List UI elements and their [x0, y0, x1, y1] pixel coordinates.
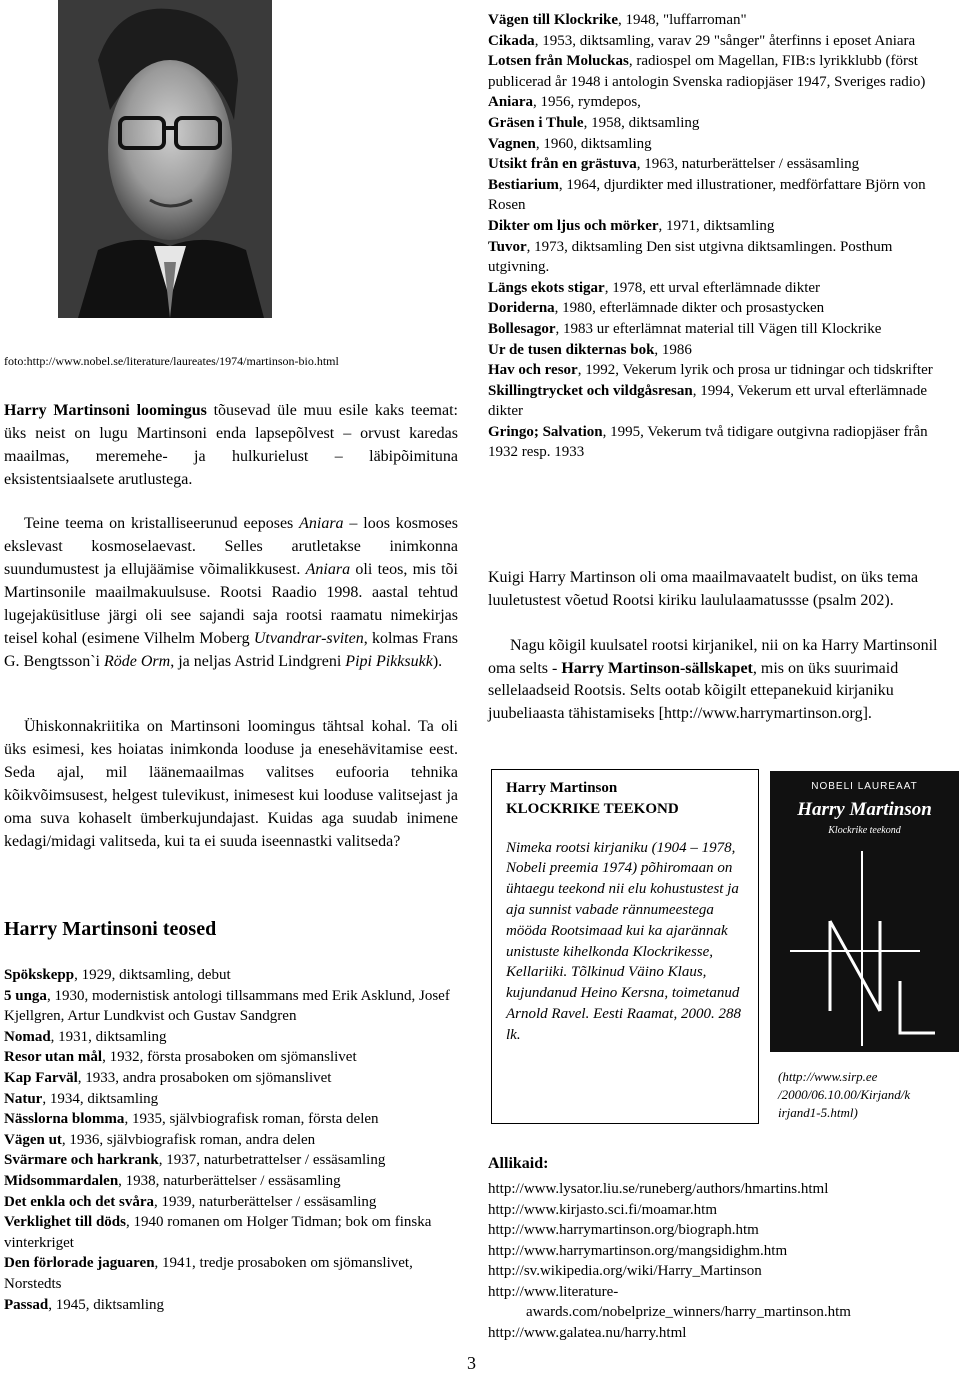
work-entry: [4, 1295, 458, 1316]
source-link[interactable]: http://www.kirjasto.sci.fi/moamar.htm: [488, 1201, 717, 1218]
work-entry: [488, 422, 950, 463]
work-entry: [4, 1109, 458, 1130]
cover-author: Harry Martinson: [797, 799, 932, 820]
work-entry: [488, 278, 950, 299]
intro-paragraph-1: Harry Martinsoni loomingus tõusevad üle muu esile kaks teemat: üks neist on lugu Martinsoni enda lapsepõlvest – orvust karedas maailmas, meremehe- ja hulkurielust – läbipõimituna eksistentsiaalsete arutlustega.: [4, 402, 458, 488]
work-entry: [4, 1171, 458, 1192]
work-entry: [4, 1150, 458, 1171]
work-title: Det enkla och det svåra: [4, 1193, 154, 1210]
work-title: Vagnen: [488, 135, 536, 152]
page-number: 3: [467, 1353, 476, 1373]
work-title: Gräsen i Thule: [488, 114, 584, 131]
work-details: , 1983 ur efterlämnat material till Vägen till Klockrike: [555, 320, 882, 337]
source-link[interactable]: http://www.harrymartinson.org/biograph.htm: [488, 1222, 759, 1238]
work-entry: [488, 298, 950, 319]
work-title: Nomad: [4, 1028, 51, 1045]
work-title: Nässlorna blomma: [4, 1111, 125, 1128]
work-title: Den förlorade jaguaren: [4, 1255, 155, 1272]
work-details: , 1980, efterlämnade dikter och prosastycken: [554, 300, 825, 317]
works-heading: Harry Martinsoni teosed: [4, 918, 217, 940]
work-entry: [488, 113, 950, 134]
work-details: , 1937, naturbetrattelser / essäsamling: [158, 1152, 386, 1169]
intro-paragraph-3: Ühiskonnakriitika on Martinsoni loomingus tähtsal kohal. Ta oli üks esimesi, kes hoiatas inimkonda looduse ja enesehävitamise eest. Seda ajal, mil läänemaailmas valitses eufooria tehnika kõikvõimsusest, helgest tulevikust, inimesest kui looduse valitsejast ja oma suva kohaselt ümberkujundajast. Kuidas aga suudab inimene kedagi/midagi valitseda, kui ta ei suuda iseennastki valitseda?: [4, 718, 458, 850]
work-title: Skillingtrycket och vildgåsresan: [488, 382, 693, 399]
work-title: Bollesagor: [488, 320, 556, 337]
work-entry: [4, 1089, 458, 1110]
work-entry: [4, 1212, 458, 1253]
work-title: Resor utan mål: [4, 1049, 103, 1066]
work-details: , 1973, diktsamling Den sist utgivna diktsamlingen. Posthum utgivning.: [488, 238, 893, 276]
work-entry: [488, 51, 950, 92]
book-title: KLOCKRIKE TEEKOND: [506, 800, 679, 817]
work-title: 5 unga: [4, 987, 47, 1004]
work-details: , 1934, diktsamling: [42, 1090, 159, 1107]
work-details: , 1960, diktsamling: [535, 135, 652, 152]
work-details: , 1932, första prosaboken om sjömanslivet: [102, 1049, 357, 1066]
works-list-right: [488, 10, 950, 463]
right-paragraph-1: Kuigi Harry Martinson oli oma maailmavaatelt budist, on üks tema luuletustest võetud Rootsi kiriku laululaamatussse (psalm 202).: [488, 569, 919, 609]
sources-heading: Allikaid:: [488, 1155, 549, 1172]
cover-series: NOBELI LAUREAAT: [811, 781, 918, 792]
work-entry: [488, 319, 950, 340]
work-details: , 1930, modernistisk antologi tillsammans med Erik Asklund, Josef Kjellgren, Artur Lundkvist och Gustav Sandgren: [4, 987, 450, 1025]
work-entry: [488, 31, 950, 52]
source-link[interactable]: http://www.galatea.nu/harry.html: [488, 1324, 687, 1341]
work-title: Spökskepp: [4, 967, 75, 983]
work-entry: [488, 154, 950, 175]
work-title: Längs ekots stigar: [488, 279, 605, 296]
work-entry: [4, 1068, 458, 1089]
work-title: Kap Farväl: [4, 1069, 78, 1086]
work-title: Doriderna: [488, 300, 555, 317]
work-title: Verklighet till döds: [4, 1214, 126, 1231]
intro-bold-lead: Harry Martinsoni loomingus: [4, 402, 207, 419]
work-entry: [488, 216, 950, 237]
portrait-drawing: [58, 0, 272, 318]
work-title: Vägen ut: [4, 1131, 62, 1148]
work-entry: [4, 1130, 458, 1151]
work-details: , 1940 romanen om Holger Tidman; bok om finska vinterkriget: [4, 1214, 432, 1251]
work-entry: [488, 360, 950, 381]
book-cover-image: [770, 771, 959, 1052]
source-link[interactable]: awards.com/nobelprize_winners/harry_martinson.htm: [526, 1304, 851, 1320]
work-title: Hav och resor: [488, 362, 578, 379]
work-details: , 1971, diktsamling: [658, 217, 775, 234]
work-entry: [488, 10, 950, 31]
work-details: , 1945, diktsamling: [48, 1296, 165, 1313]
work-details: , 1933, andra prosaboken om sjömanslivet: [77, 1069, 332, 1086]
work-entry: [488, 237, 950, 278]
work-details: , 1963, naturberättelser / essäsamling: [636, 156, 860, 173]
works-list-left: [4, 965, 458, 1315]
work-title: Utsikt från en grästuva: [488, 156, 637, 173]
work-details: , 1938, naturberättelser / essäsamling: [118, 1172, 341, 1189]
source-link[interactable]: http://www.harrymartinson.org/mangsidighm.htm: [488, 1242, 788, 1259]
work-entry: [488, 134, 950, 155]
work-title: Dikter om ljus och mörker: [488, 217, 659, 234]
work-details: , 1994, Vekerum ett urval efterlämnade dikter: [488, 382, 927, 420]
sources-list: [488, 1179, 948, 1343]
work-title: Natur: [4, 1090, 43, 1107]
work-title: Cikada: [488, 32, 535, 49]
society-name: Harry Martinson-sällskapet: [561, 659, 753, 677]
source-link[interactable]: http://www.literature-: [488, 1283, 619, 1300]
work-details: , radiospel om Magellan, FIB:s lyrikklubb (först publicerad år 1948 i antologin Svenska radiopjäser 1947, Sveriges radio): [488, 53, 926, 90]
work-entry: [4, 965, 458, 986]
work-details: , 1978, ett urval efterlämnade dikter: [604, 279, 821, 296]
work-entry: [488, 340, 950, 361]
work-title: Vägen till Klockrike: [488, 12, 618, 28]
work-title: Passad: [4, 1296, 49, 1313]
cover-caption: (http://www.sirp.ee /2000/06.10.00/Kirjand/k irjand1-5.html): [778, 1069, 911, 1120]
source-link[interactable]: http://www.lysator.liu.se/runeberg/authors/hmartins.html: [488, 1181, 829, 1197]
work-entry: [4, 1027, 458, 1048]
work-details: , 1948, "luffarroman": [618, 12, 747, 28]
work-details: , 1941, tredje prosaboken om sjömanslivet, Norstedts: [4, 1255, 413, 1292]
work-title: Tuvor: [488, 238, 527, 255]
work-details: , 1964, djurdikter med illustrationer, medförfattare Björn von Rosen: [488, 176, 926, 214]
work-details: , 1958, diktsamling: [583, 114, 700, 131]
work-title: Svärmare och harkrank: [4, 1152, 159, 1169]
author-portrait: [58, 0, 272, 318]
right-paragraph-2: Nagu kõigil kuulsatel rootsi kirjanikel, nii on ka Harry Martinsonil oma selts - Harry Martinson-sällskapet, mis on üks suurimaid sellelaadseid Rootsis. Selts ootab kõigilt ettepanekuid kirjaniku juubeliaasta tähistamiseks [http://www.harrymartinson.org].: [488, 637, 938, 722]
work-entry: [488, 92, 950, 113]
work-details: , 1931, diktsamling: [50, 1028, 167, 1045]
work-details: , 1995, Vekerum två tidigare outgivna radiopjäser från 1932 resp. 1933: [488, 423, 928, 461]
work-title: Bestiarium: [488, 176, 559, 193]
work-details: , 1929, diktsamling, debut: [74, 967, 231, 983]
work-entry: [4, 986, 458, 1027]
work-details: , 1936, självbiografisk roman, andra delen: [61, 1131, 316, 1148]
work-entry: [4, 1253, 458, 1294]
work-details: , 1935, självbiografisk roman, första delen: [124, 1111, 379, 1128]
work-title: Ur de tusen dikternas bok: [488, 341, 655, 358]
work-details: , 1939, naturberättelser / essäsamling: [154, 1193, 377, 1210]
work-details: , 1992, Vekerum lyrik och prosa ur tidningar och tidskrifter: [577, 362, 933, 379]
cover-subtitle: Klockrike teekond: [828, 825, 901, 836]
book-description: Nimeka rootsi kirjaniku (1904 – 1978, Nobeli preemia 1974) põhiromaan on ühtaegu teekond nii elu kohustustest ja aja sunnist vabade rännumeestega mööda Rootsimaad kui ka ajarännak unistuste kihelkonda Klockrikesse, Kellariiki. Tõlkinud Väino Klaus, kujundanud Heino Kersna, toimetanud Arnold Ravel. Eesti Raamat, 2000. 288 lk.: [506, 839, 741, 1043]
work-title: Lotsen från Moluckas: [488, 53, 629, 70]
source-link[interactable]: http://sv.wikipedia.org/wiki/Harry_Martinson: [488, 1263, 762, 1279]
intro-paragraph-2: Teine teema on kristalliseerunud eeposes Aniara – loos kosmoses ekslevast kosmoselaevast. Selles arutletakse inimkonna suundumustest ja ellujäämise võimalikkusest. Aniara oli teos, mis tõi Martinsonile maailmakuulsuse. Rootsi Raadio 1998. aastal tehtud lugejaküsitluse järgi oli see sajandi saja rootsi raamatu nimekirjas teisel kohal (esimene Vilhelm Moberg Utvandrar-sviten, kolmas Frans G. Bengtsson`i Röde Orm, ja neljas Astrid Lindgreni Pipi Pikksukk).: [4, 515, 458, 670]
work-details: , 1953, diktsamling, varav 29 "sånger" återfinns i eposet Aniara: [534, 32, 916, 49]
book-info-box: [491, 769, 759, 1124]
work-entry: [4, 1192, 458, 1213]
book-author: Harry Martinson: [506, 780, 618, 796]
work-details: , 1986: [654, 341, 692, 358]
work-title: Gringo; Salvation: [488, 423, 603, 440]
work-title: Midsommardalen: [4, 1172, 119, 1189]
work-entry: [488, 175, 950, 216]
work-entry: [488, 381, 950, 422]
work-details: , 1956, rymdepos,: [533, 94, 641, 111]
photo-caption: foto:http://www.nobel.se/literature/laureates/1974/martinson-bio.html: [4, 354, 339, 368]
work-entry: [4, 1047, 458, 1068]
work-title: Aniara: [488, 94, 533, 111]
